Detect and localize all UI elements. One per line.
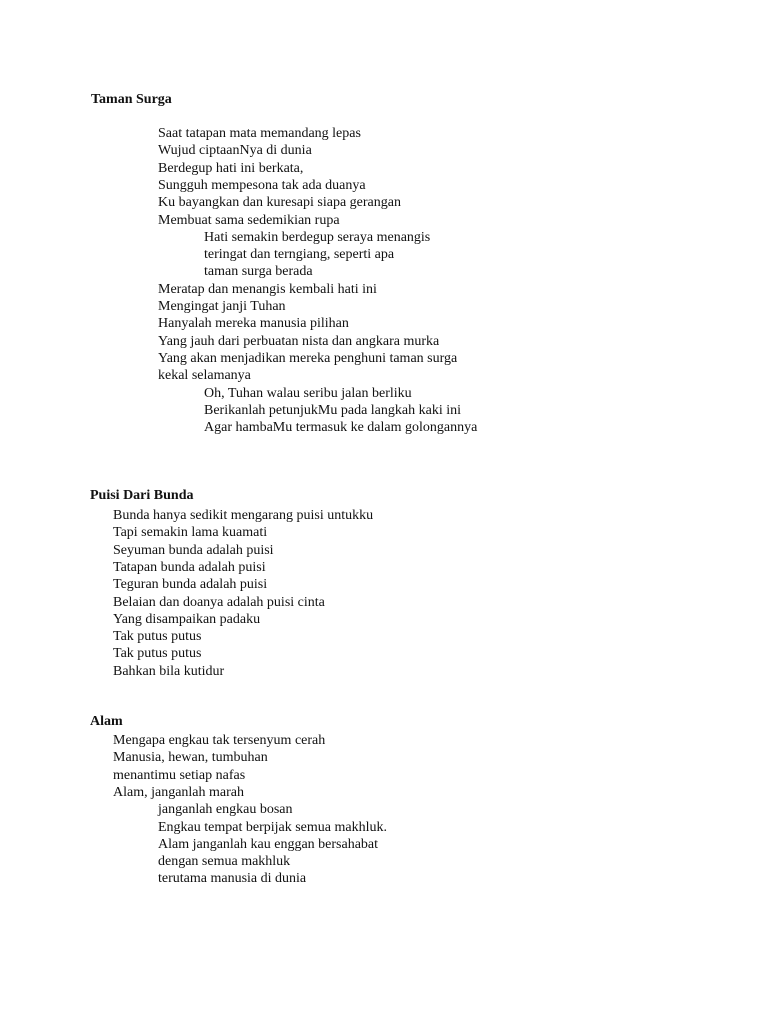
poem-line: teringat dan terngiang, seperti apa (204, 247, 395, 263)
poem-line: Yang akan menjadikan mereka penghuni taman surga (158, 350, 458, 366)
poem-line: Ku bayangkan dan kuresapi siapa gerangan (158, 195, 401, 211)
poem-line: Teguran bunda adalah puisi (113, 577, 268, 593)
poem-line: Alam janganlah kau enggan bersahabat (158, 836, 379, 852)
poem-line: Bunda hanya sedikit mengarang puisi untukku (113, 508, 374, 523)
poem-line: Tatapan bunda adalah puisi (113, 559, 266, 575)
poem-line: Tak putus putus (113, 646, 202, 662)
poem-line: janganlah engkau bosan (158, 802, 293, 818)
poem-line: Membuat sama sedemikian rupa (158, 212, 340, 228)
poem-line: Hati semakin berdegup seraya menangis (204, 229, 431, 245)
poem-title: Alam (90, 714, 123, 729)
poem-line: Hanyalah mereka manusia pilihan (158, 316, 349, 332)
poem-line: Yang jauh dari perbuatan nista dan angkara murka (158, 333, 440, 349)
poem-line: Yang disampaikan padaku (113, 611, 261, 627)
poem-line: terutama manusia di dunia (158, 871, 307, 887)
poem-line: Alam, janganlah marah (113, 784, 245, 800)
poem-line: menantimu setiap nafas (113, 767, 246, 783)
poem-line: Oh, Tuhan walau seribu jalan berliku (204, 385, 412, 401)
poem-line: Saat tatapan mata memandang lepas (158, 126, 361, 141)
poem-line: taman surga berada (204, 264, 313, 280)
poem-line: Manusia, hewan, tumbuhan (113, 750, 268, 766)
poem-line: Berdegup hati ini berkata, (158, 160, 304, 176)
poem-line: Sungguh mempesona tak ada duanya (158, 177, 366, 193)
poem-line: kekal selamanya (158, 368, 251, 384)
poem-line: dengan semua makhluk (158, 854, 291, 870)
poem-line: Bahkan bila kutidur (113, 663, 225, 679)
poem-line: Seyuman bunda adalah puisi (113, 542, 274, 558)
poem-line: Belaian dan doanya adalah puisi cinta (113, 594, 325, 610)
poem-line: Tapi semakin lama kuamati (113, 525, 268, 541)
poem-line: Berikanlah petunjukMu pada langkah kaki ini (204, 402, 461, 418)
poem-title: Puisi Dari Bunda (90, 488, 194, 503)
poem-line: Wujud ciptaanNya di dunia (158, 143, 312, 159)
poem-line: Meratap dan menangis kembali hati ini (158, 281, 377, 297)
poem-line: Agar hambaMu termasuk ke dalam golongannya (204, 420, 478, 436)
poem-line: Tak putus putus (113, 629, 202, 645)
poem-title: Taman Surga (91, 92, 172, 107)
poem-line: Mengapa engkau tak tersenyum cerah (113, 733, 326, 748)
poem-line: Mengingat janji Tuhan (158, 299, 286, 314)
poem-line: Engkau tempat berpijak semua makhluk. (158, 819, 387, 835)
